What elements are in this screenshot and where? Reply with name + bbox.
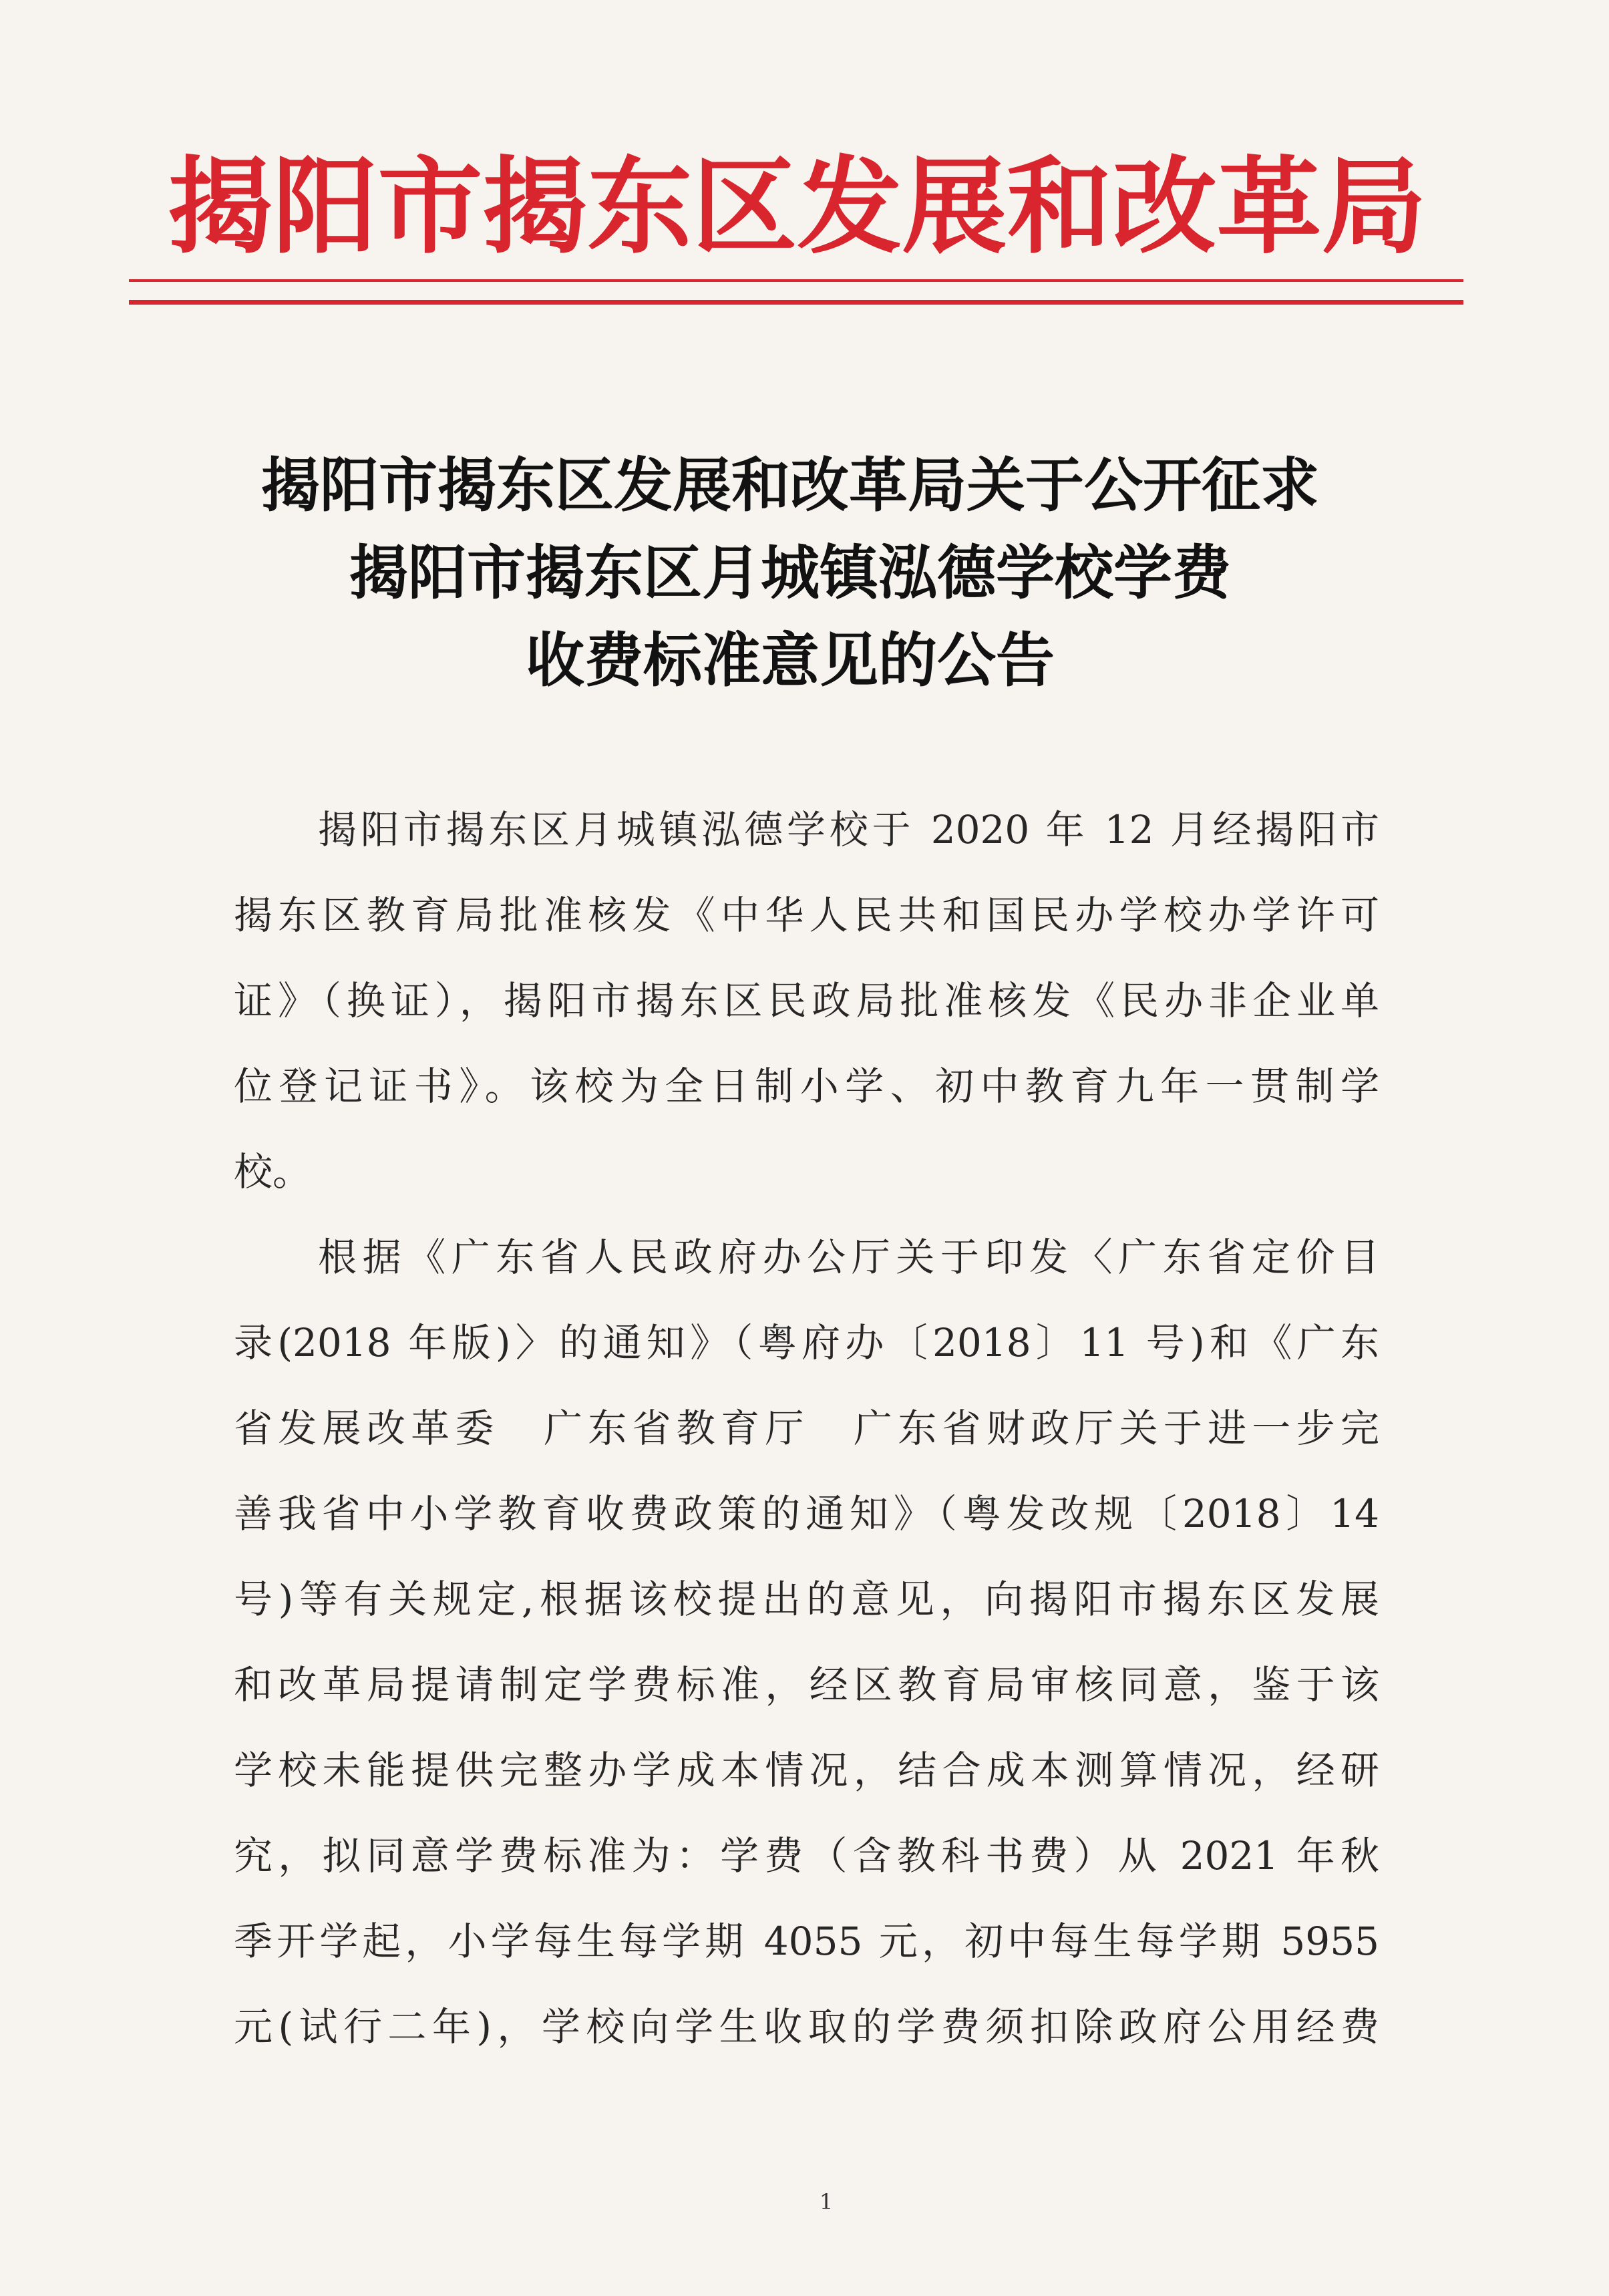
page-number: 1 [819, 2189, 834, 2215]
document-body [234, 787, 1379, 2070]
document-title-line-3: 收费标准意见的公告 [525, 625, 1055, 695]
paragraph-2-line-5: 号)等有关规定,根据该校提出的意见，向揭阳市揭东区发展 [234, 1577, 1379, 1622]
paragraph-1-line-3: 证》（换证），揭阳市揭东区民政局批准核发《民办非企业单 [234, 978, 1379, 1023]
paragraph-1-line-1: 揭阳市揭东区月城镇泓德学校于 2020 年 12 月经揭阳市 [318, 807, 1379, 852]
letterhead-org-name: 揭阳市揭东区发展和改革局 [168, 146, 1427, 269]
paragraph-2-line-8: 究，拟同意学费标准为：学费（含教科书费）从 2021 年秋 [234, 1833, 1379, 1878]
document-title-line-1: 揭阳市揭东区发展和改革局关于公开征求 [260, 450, 1319, 520]
paragraph-2-line-6: 和改革局提请制定学费标准，经区教育局审核同意，鉴于该 [234, 1662, 1379, 1707]
document-title [100, 442, 1480, 704]
paragraph-2-line-4: 善我省中小学教育收费政策的通知》（粤发改规〔2018〕14 [234, 1491, 1379, 1536]
paragraph-1-line-2: 揭东区教育局批准核发《中华人民共和国民办学校办学许可 [234, 892, 1379, 938]
paragraph-2-line-7: 学校未能提供完整办学成本情况，结合成本测算情况，经研 [234, 1748, 1379, 1793]
paragraph-2-line-9: 季开学起，小学每生每学期 4055 元，初中每生每学期 5955 [234, 1919, 1379, 1964]
paragraph-1-line-4: 位登记证书》。该校为全日制小学、初中教育九年一贯制学 [234, 1063, 1379, 1109]
paragraph-2-line-2: 录(2018 年版)〉的通知》（粤府办〔2018〕11 号)和《广东 [234, 1320, 1379, 1365]
paragraph-2-line-10: 元(试行二年)，学校向学生收取的学费须扣除政府公用经费 [234, 2004, 1379, 2049]
document-title-line-2: 揭阳市揭东区月城镇泓德学校学费 [349, 538, 1231, 607]
paragraph-2-line-3: 省发展改革委 广东省教育厅 广东省财政厅关于进一步完 [234, 1406, 1379, 1451]
letterhead-rule-thin [129, 279, 1463, 282]
paragraph-2-line-1: 根据《广东省人民政府办公厅关于印发〈广东省定价目 [318, 1235, 1379, 1280]
paragraph-1-line-5: 校。 [234, 1149, 312, 1194]
letterhead-rule-thick [129, 300, 1463, 305]
